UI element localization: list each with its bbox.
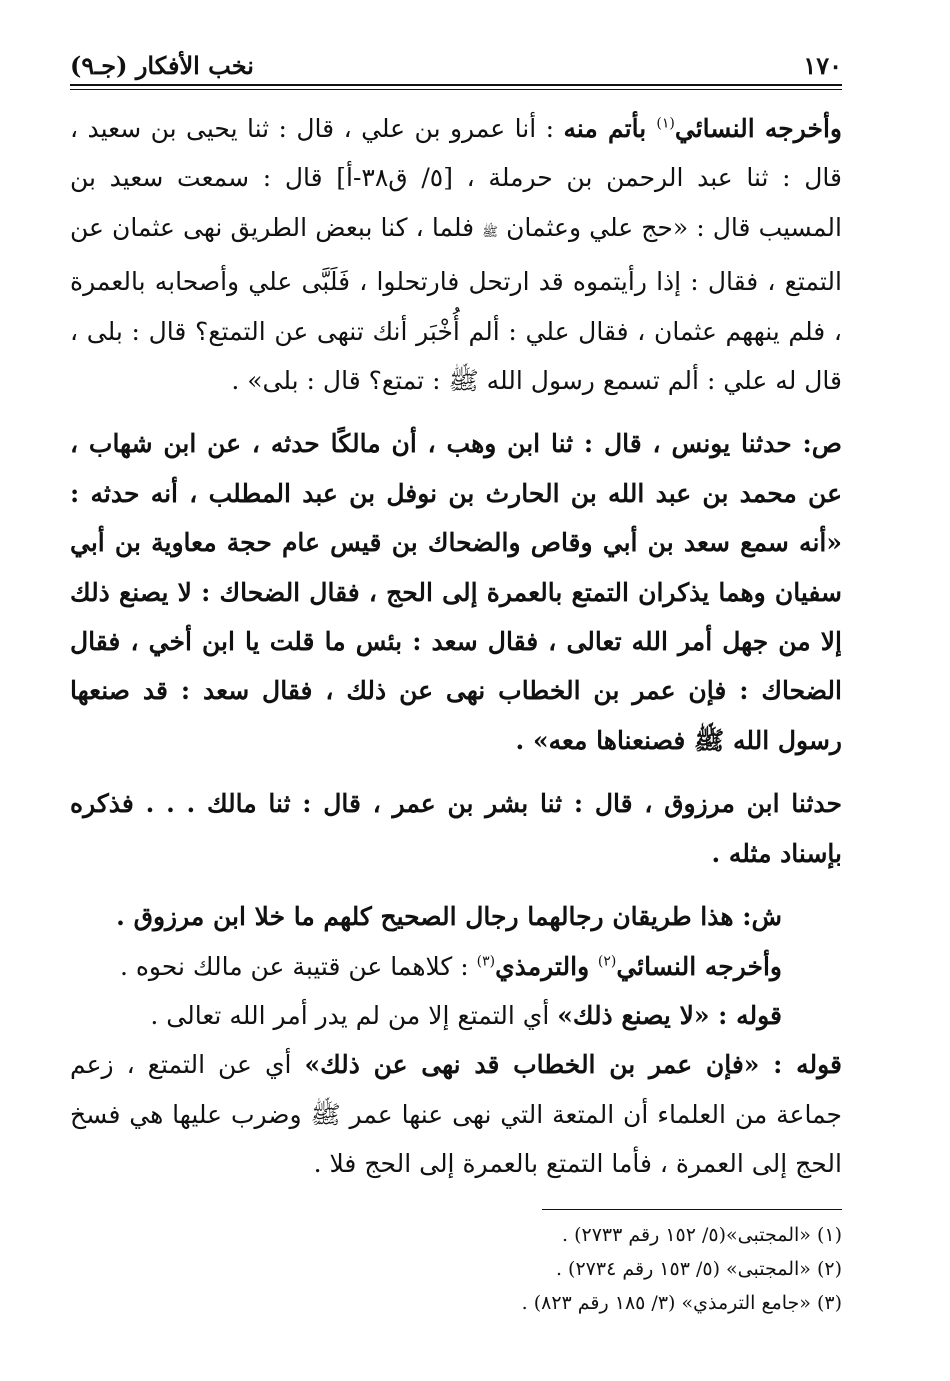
paragraph-3: حدثنا ابن مرزوق ، قال : ثنا بشر بن عمر ، قال : ثنا مالك . . . فذكره بإسناد مثله . [70,789,842,868]
main-text [70,104,842,1189]
running-header [70,40,842,80]
page-number: ١٧٠ [803,51,842,80]
paragraph-2: ص: حدثنا يونس ، قال : ثنا ابن وهب ، أن مالكًا حدثه ، عن ابن شهاب ، عن محمد بن عبد الله بن الحارث بن نوفل بن عبد المطلب ، أنه حدثه : «أنه سمع سعد بن أبي وقاص والضحاك بن قيس عام حجة معاوية بن أبي سفيان وهما يذكران التمتع بالعمرة إلى الحج ، فقال الضحاك : لا يصنع ذلك إلا من جهل أمر الله تعالى ، فقال سعد : بئس ما قلت يا ابن أخي ، فقال الضحاك : فإن عمر بن الخطاب نهى عن ذلك ، فقال سعد : قد صنعها رسول الله ﷺ فصنعناها معه» . [70,429,842,755]
paragraph-6: قوله : «لا يصنع ذلك» أي التمتع إلا من لم يدر أمر الله تعالى . [150,1000,782,1030]
paragraph-1: وأخرجه النسائي$^{(١)}$ بأتم منه : أنا عمرو بن علي ، قال : ثنا يحيى بن سعيد ، قال : ثنا عبد الرحمن بن حرملة ، [٥/ ق٣٨-أ] قال : سمعت سعيد بن المسيب قال : «حج علي وعثمان ﷺ فلما ، كنا ببعض الطريق نهى عثمان عن التمتع ، فقال : إذا رأيتموه قد ارتحل فارتحلوا ، فَلَبَّى علي وأصحابه بالعمرة ، فلم ينههم عثمان ، فقال علي : ألم أُخْبَر أنك تنهى عن التمتع؟ قال : بلى ، قال له علي : ألم تسمع رسول الله ﷺ : تمتع؟ قال : بلى» . [70,114,843,396]
footnote-3: (٣) «جامع الترمذي» (٣/ ١٨٥ رقم ٨٢٣) . [521,1291,842,1314]
footnotes [70,1218,842,1320]
paragraph-7: قوله : «فإن عمر بن الخطاب قد نهى عن ذلك» أي عن التمتع ، زعم جماعة من العلماء أن المتعة التي نهى عنها عمر ﷺ وضرب عليها هي فسخ الحج إلى العمرة ، فأما التمتع بالعمرة إلى الحج فلا . [70,1050,842,1179]
footnote-2: (٢) «المجتبى» (٥/ ١٥٣ رقم ٢٧٣٤) . [555,1257,842,1280]
page [70,40,842,1320]
header-rule-thin [70,89,842,90]
header-rule [70,84,842,86]
book-title: نخب الأفكار (جـ٩) [70,51,254,80]
footnote-1: (١) «المجتبى»(٥/ ١٥٢ رقم ٢٧٣٣) . [562,1223,842,1246]
footnote-rule [542,1209,842,1210]
honorific-glyph: ﷺ [482,224,498,240]
paragraph-4: ش: هذا طريقان رجالهما رجال الصحيح كلهم ما خلا ابن مرزوق . [116,902,782,932]
paragraph-5: وأخرجه النسائي$^{(٢)}$ والترمذي$^{(٣)}$ : كلاهما عن قتيبة عن مالك نحوه . [119,951,782,981]
